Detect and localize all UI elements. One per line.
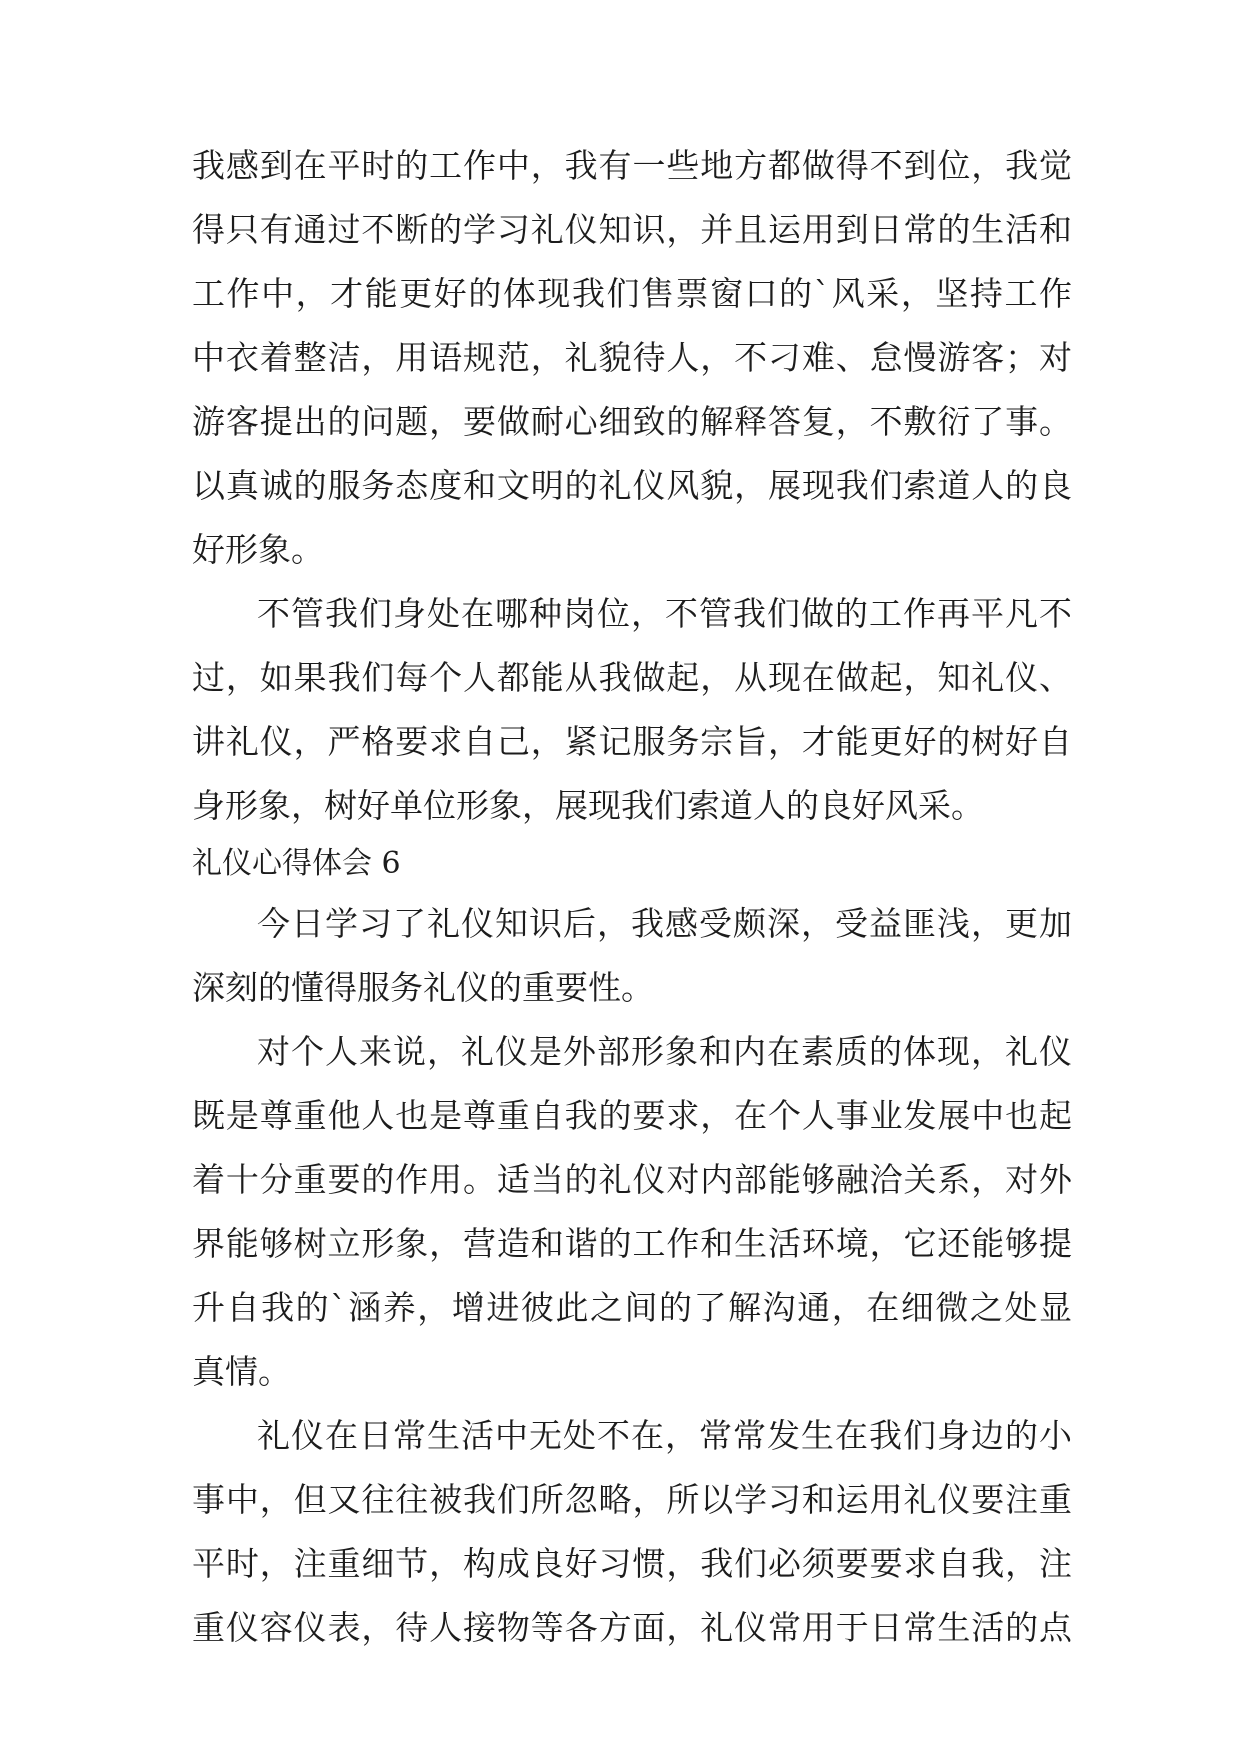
body-line: 不管我们身处在哪种岗位，不管我们做的工作再平凡不	[257, 594, 1072, 633]
body-line: 真情。	[192, 1352, 291, 1391]
body-line: 事中，但又往往被我们所忽略，所以学习和运用礼仪要注重	[192, 1480, 1072, 1519]
body-line: 升自我的`涵养，增进彼此之间的了解沟通，在细微之处显	[192, 1288, 1072, 1327]
body-line: 界能够树立形象，营造和谐的工作和生活环境，它还能够提	[192, 1224, 1072, 1263]
body-line: 好形象。	[192, 530, 324, 569]
body-line: 重仪容仪表，待人接物等各方面，礼仪常用于日常生活的点	[192, 1608, 1072, 1647]
body-line: 讲礼仪，严格要求自己，紧记服务宗旨，才能更好的树好自	[192, 722, 1072, 761]
body-line: 过，如果我们每个人都能从我做起，从现在做起，知礼仪、	[192, 658, 1072, 697]
body-line: 今日学习了礼仪知识后，我感受颇深，受益匪浅，更加	[257, 904, 1072, 943]
body-line: 以真诚的服务态度和文明的礼仪风貌，展现我们索道人的良	[192, 466, 1072, 505]
body-line: 工作中，才能更好的体现我们售票窗口的`风采，坚持工作	[192, 274, 1072, 313]
section-heading: 礼仪心得体会 6	[192, 846, 401, 881]
body-line: 对个人来说，礼仪是外部形象和内在素质的体现，礼仪	[257, 1032, 1072, 1071]
body-line: 深刻的懂得服务礼仪的重要性。	[192, 968, 654, 1007]
body-line: 身形象，树好单位形象，展现我们索道人的良好风采。	[192, 786, 984, 825]
body-line: 既是尊重他人也是尊重自我的要求，在个人事业发展中也起	[192, 1096, 1072, 1135]
body-line: 礼仪在日常生活中无处不在，常常发生在我们身边的小	[257, 1416, 1072, 1455]
body-line: 我感到在平时的工作中，我有一些地方都做得不到位，我觉	[192, 146, 1072, 185]
body-line: 得只有通过不断的学习礼仪知识，并且运用到日常的生活和	[192, 210, 1072, 249]
body-line: 平时，注重细节，构成良好习惯，我们必须要要求自我，注	[192, 1544, 1072, 1583]
body-line: 中衣着整洁，用语规范，礼貌待人，不刁难、怠慢游客；对	[192, 338, 1072, 377]
body-line: 游客提出的问题，要做耐心细致的解释答复，不敷衍了事。	[192, 402, 1072, 441]
body-line: 着十分重要的作用。适当的礼仪对内部能够融洽关系，对外	[192, 1160, 1072, 1199]
